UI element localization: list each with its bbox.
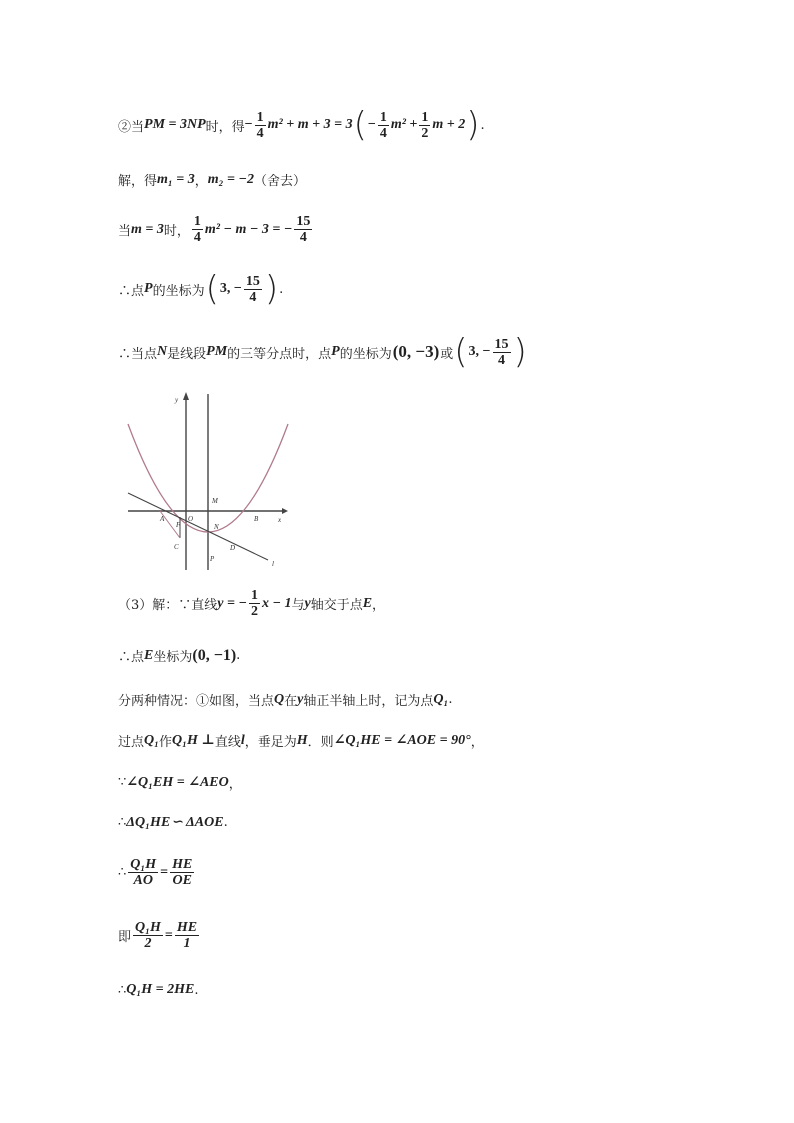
text-prefix: ②当 [118,119,145,135]
label-d: D [230,544,236,552]
math-expr: m² + m + 3 = 3 [267,117,353,132]
label-b: B [254,515,259,523]
label-a: A [160,515,165,523]
fraction: $\frac{HE}{OE}$ [172,857,193,888]
line-l [128,493,268,560]
eq-line-12: ∴ $\frac{\text{Q₁H}}{AO}$ = $\frac{HE}{OE}$ [118,857,193,888]
text-mid: 时，得 [205,119,245,135]
parabola-figure [122,390,292,575]
eq-line-2: 解，得 m₁ = 3 ， m₂ = −2 （舍去） [118,171,307,189]
math-expr: m² + [390,117,418,132]
label-f: F [176,521,181,529]
label-p: P [210,555,215,563]
y-axis [183,392,189,570]
fraction: $\frac{15}{4}$ [296,214,311,245]
label-x: x [278,516,282,524]
fraction: $\frac{HE}{1}$ [176,920,198,951]
label-c: C [174,543,179,551]
eq-line-13: 即 $\frac{\text{Q₁H}}{2}$ = $\frac{HE}{1}$ [118,920,198,951]
math-m2: m₂ = −2 [207,171,255,187]
fraction: $\frac{1}{2}$ [250,588,258,619]
fraction: $\frac{\text{Q₁H}}{2}$ [135,920,161,951]
fraction: $\frac{15}{4}$ [494,336,509,368]
left-paren: ( [353,105,367,145]
eq-line-4: ∴点 P 的坐标为 ( 3, − $\frac{15}{4}$ ) . [118,269,284,309]
eq-line-9: 过点 Q₁ 作 Q₁H ⊥ 直线 l ，垂足为 H ．则 ∠Q₁HE = ∠AOE = 90° ， [118,732,484,750]
label-n: N [214,523,219,531]
eq-line-11: ∴ ΔQ₁HE ∽ ΔAOE . [118,814,228,830]
fraction: $\frac{\text{Q₁H}}{AO}$ [130,857,157,888]
right-paren: ) [466,105,480,145]
fraction: $\frac{1}{2}$ [421,109,429,141]
fraction: $\frac{1}{4}$ [193,214,201,245]
eq-line-1: ②当 PM = 3NP 时，得 − $\frac{1}{4}$ m² + m + 3 = 3 ( − $\frac{1}{4}$ m² + $\frac{1}{2}$ m + 2 ) . [118,105,485,145]
eq-line-3: 当 m = 3 时， $\frac{1}{4}$ m² − m − 3 = − $\frac{15}{4}$ [118,214,311,245]
label-y: y [175,396,179,404]
label-m: M [212,497,218,505]
eq-line-14: ∴ Q₁H = 2HE . [118,982,199,998]
label-l: l [272,560,274,568]
eq-line-5: ∴当点 N 是线段 PM 的三等分点时，点 P 的坐标为 (0, −3) 或 ( 3, − $\frac{15}{4}$ ) [118,332,527,372]
eq-line-8: 分两种情况：①如图，当点 Q 在 y 轴正半轴上时，记为点 Q₁ . [118,691,453,709]
math-m1: m₁ = 3 [157,171,195,187]
math-expr: m + 2 [432,117,466,132]
label-o: O [188,515,194,523]
math-condition: PM = 3NP [144,117,206,132]
fraction: $\frac{15}{4}$ [245,273,260,305]
fraction: $\frac{1}{4}$ [256,109,264,141]
eq-line-6: （3）解：∵直线 y = − $\frac{1}{2}$ x − 1 与 y 轴交于点 E ， [118,588,386,619]
eq-line-7: ∴点 E 坐标为 (0, −1) . [118,646,241,665]
eq-line-10: ∵ ∠Q₁EH = ∠AEO ， [118,775,242,792]
fraction: $\frac{1}{4}$ [379,109,387,141]
